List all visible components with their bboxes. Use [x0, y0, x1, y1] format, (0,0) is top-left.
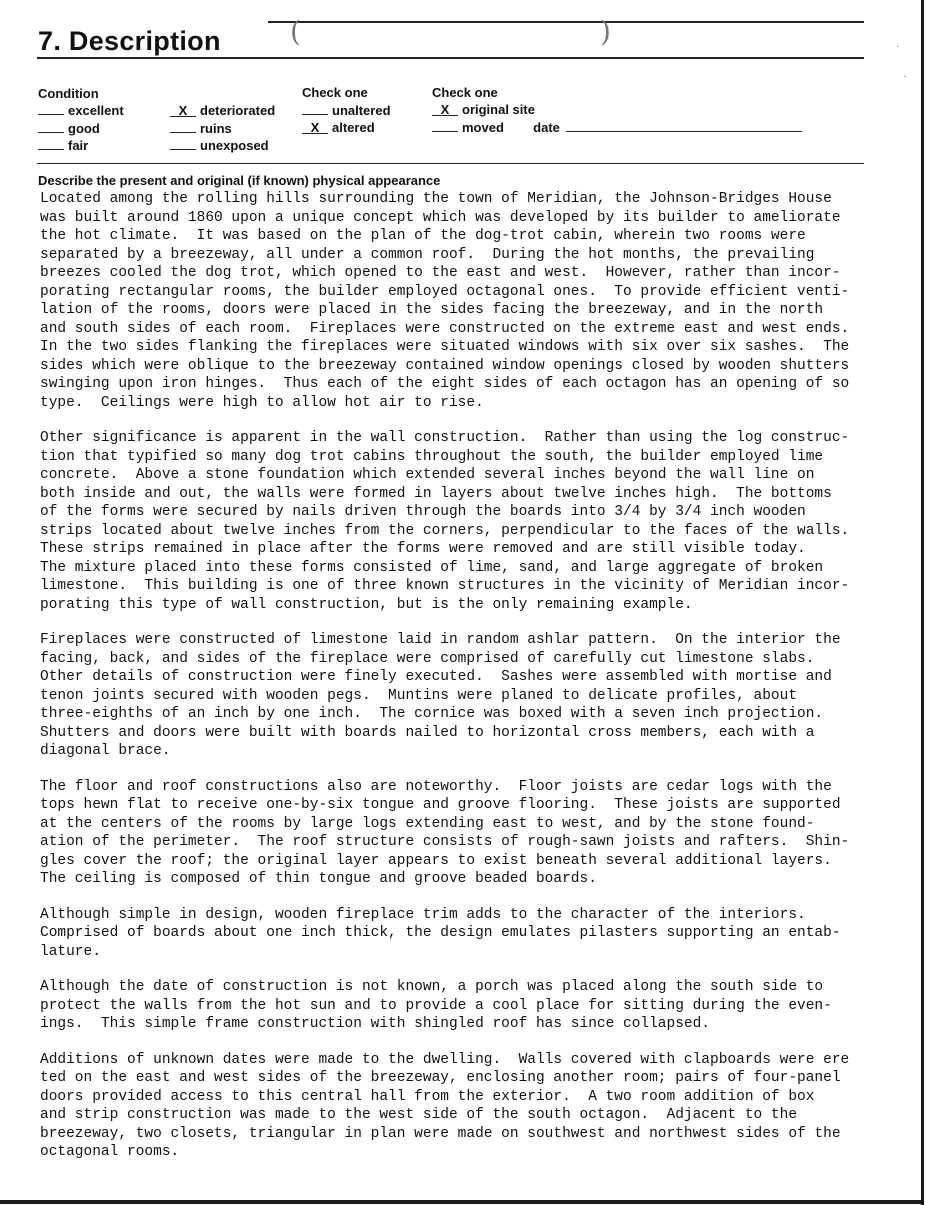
text-line: These strips remained in place after the forms were removed and are still visible today.: [40, 541, 806, 557]
condition-good[interactable]: [38, 121, 100, 136]
text-line: Although simple in design, wooden fireplace trim adds to the character of the interiors.: [40, 906, 806, 923]
text-line: Additions of unknown dates were made to the dwelling. Walls covered with clapboards were ere: [40, 1051, 850, 1068]
alteration-heading: Check one: [302, 85, 368, 100]
checkbox-blank[interactable]: [432, 120, 458, 132]
condition-fair[interactable]: [38, 138, 88, 153]
page-border-right: [921, 0, 924, 1205]
condition-excellent[interactable]: [38, 103, 124, 118]
site-original[interactable]: [432, 102, 535, 117]
checkbox-blank[interactable]: X: [432, 104, 458, 116]
text-line: porating rectangular rooms, the builder employed octagonal ones. To provide efficient venti-: [40, 283, 850, 300]
text-line: breezes cooled the dog trot, which opened to the east and west. However, rather than incor-: [40, 265, 841, 281]
punch-mark-right: ): [600, 15, 611, 48]
checkbox-label: deteriorated: [200, 103, 276, 118]
text-line: ted on the east and west sides of the breezeway, enclosing another room; pairs of four-panel: [40, 1070, 841, 1086]
description-paragraph: [40, 631, 920, 761]
text-line: strips located about twelve inches from the corners, perpendicular to the faces of the walls.: [40, 522, 850, 539]
margin-speck: ·: [903, 70, 907, 83]
description-body: [40, 190, 920, 1179]
description-paragraph: [40, 778, 920, 889]
text-line: The mixture placed into these forms consisted of lime, sand, and large aggregate of broken: [40, 559, 824, 576]
condition-unexposed[interactable]: [170, 138, 269, 153]
header-top-rule: [268, 21, 864, 23]
text-line: both inside and out, the walls were formed in layers about twelve inches high. The bottoms: [40, 485, 832, 502]
text-line: facing, back, and sides of the fireplace were comprised of carefully cut limestone slabs.: [40, 650, 815, 667]
date-field[interactable]: [566, 120, 802, 132]
text-line: separated by a breezeway, all under a common roof. During the hot months, the prevailing: [40, 246, 815, 263]
text-line: of the forms were secured by nails driven through the boards into 3/4 by 3/4 inch wooden: [40, 504, 806, 520]
alteration-altered[interactable]: [302, 120, 375, 135]
text-line: The ceiling is composed of thin tongue and groove beaded boards.: [40, 871, 597, 887]
text-line: lation of the rooms, doors were placed in the sides facing the breezeway, and in the north: [40, 302, 824, 318]
text-line: tion that typified so many dog trot cabins throughout the south, the builder employed lime: [40, 448, 824, 465]
checkbox-label: moved: [462, 120, 504, 135]
text-line: In the two sides flanking the fireplaces were situated windows with six over six sashes. The: [40, 339, 850, 355]
checkbox-label: good: [68, 121, 100, 136]
text-line: swinging upon iron hinges. Thus each of the eight sides of each octagon has an opening of so: [40, 376, 850, 392]
text-line: and south sides of each room. Fireplaces were constructed on the extreme east and west ends.: [40, 320, 850, 337]
condition-ruins[interactable]: [170, 121, 232, 136]
text-line: porating this type of wall construction, but is the only remaining example.: [40, 596, 693, 613]
text-line: Other details of construction were finely executed. Sashes were assembled with mortise and: [40, 669, 832, 685]
text-line: gles cover the roof; the original layer appears to exist beneath several additional layers.: [40, 852, 832, 869]
text-line: doors provided access to this central hall from the exterior. A two room addition of box: [40, 1088, 815, 1105]
text-line: tops hewn flat to receive one-by-six tongue and groove flooring. These joists are supported: [40, 797, 841, 813]
checkbox-blank[interactable]: X: [170, 105, 196, 117]
text-line: sides which were oblique to the breezeway contained window openings closed by wooden shutters: [40, 357, 850, 374]
condition-heading: Condition: [38, 86, 99, 101]
description-paragraph: [40, 906, 920, 962]
text-line: breezeway, two closets, triangular in plan were made on southwest and northwest sides of the: [40, 1125, 841, 1142]
description-paragraph: [40, 190, 920, 412]
page-border-bottom: [0, 1200, 924, 1204]
description-heading: Describe the present and original (if known) physical appearance: [38, 173, 441, 188]
text-line: Fireplaces were constructed of limestone laid in random ashlar pattern. On the interior the: [40, 632, 841, 648]
description-paragraph: [40, 429, 920, 614]
text-line: type. Ceilings were high to allow hot air to rise.: [40, 394, 484, 411]
text-line: and strip construction was made to the west side of the south octagon. Adjacent to the: [40, 1107, 798, 1123]
checkbox-label: fair: [68, 138, 89, 153]
text-line: lature.: [40, 943, 101, 960]
checkbox-blank[interactable]: [38, 138, 64, 150]
checkbox-blank[interactable]: [302, 103, 328, 115]
text-line: Comprised of boards about one inch thick, the design emulates pilasters supporting an entab-: [40, 925, 841, 941]
text-line: protect the walls from the hot sun and to provide a cool place for sitting during the even-: [40, 997, 832, 1014]
site-heading: Check one: [432, 85, 498, 100]
checkbox-label: unaltered: [332, 103, 391, 118]
checkbox-blank[interactable]: [170, 138, 196, 150]
checkbox-label: original site: [462, 102, 535, 117]
checkbox-blank[interactable]: X: [302, 122, 328, 134]
checkbox-label: altered: [332, 120, 375, 135]
description-paragraph: [40, 1051, 920, 1162]
text-line: tenon joints secured with wooden pegs. Muntins were planed to delicate profiles, about: [40, 687, 798, 704]
margin-speck: ·: [896, 40, 900, 53]
punch-mark-left: (: [290, 15, 301, 48]
text-line: Shutters and doors were built with boards nailed to horizontal cross members, each with a: [40, 724, 815, 741]
description-paragraph: [40, 978, 920, 1034]
date-label: date: [533, 120, 560, 135]
alteration-unaltered[interactable]: [302, 103, 391, 118]
text-line: The floor and roof constructions also are noteworthy. Floor joists are cedar logs with the: [40, 778, 832, 795]
checkbox-label: excellent: [68, 103, 124, 118]
text-line: ings. This simple frame construction with shingled roof has since collapsed.: [40, 1016, 711, 1032]
text-line: Other significance is apparent in the wall construction. Rather than using the log construc-: [40, 430, 850, 446]
section-divider: [37, 163, 864, 164]
text-line: diagonal brace.: [40, 743, 171, 759]
section-title: 7. Description: [38, 26, 221, 56]
text-line: three-eighths of an inch by one inch. The cornice was boxed with a seven inch projection.: [40, 706, 824, 722]
checkbox-blank[interactable]: [38, 121, 64, 133]
text-line: concrete. Above a stone foundation which extended several inches beyond the wall line on: [40, 467, 815, 483]
site-moved[interactable]: [432, 120, 802, 135]
text-line: octagonal rooms.: [40, 1144, 180, 1160]
header-bottom-rule: [37, 57, 864, 59]
checkbox-blank[interactable]: [170, 121, 196, 133]
text-line: Although the date of construction is not known, a porch was placed along the south side to: [40, 979, 824, 995]
checkbox-blank[interactable]: [38, 103, 64, 115]
text-line: Located among the rolling hills surrounding the town of Meridian, the Johnson-Bridges House: [40, 191, 832, 207]
text-line: at the centers of the rooms by large logs extending east to west, and by the stone found-: [40, 815, 815, 832]
text-line: was built around 1860 upon a unique concept which was developed by its builder to ameliorate: [40, 209, 841, 226]
checkbox-label: unexposed: [200, 138, 269, 153]
checkbox-label: ruins: [200, 121, 232, 136]
text-line: the hot climate. It was based on the plan of the dog-trot cabin, wherein two rooms were: [40, 228, 806, 244]
text-line: ation of the perimeter. The roof structure consists of rough-sawn joists and rafters. Shin-: [40, 834, 850, 850]
text-line: limestone. This building is one of three known structures in the vicinity of Meridian incor-: [40, 578, 850, 594]
condition-deteriorated[interactable]: [170, 103, 275, 118]
